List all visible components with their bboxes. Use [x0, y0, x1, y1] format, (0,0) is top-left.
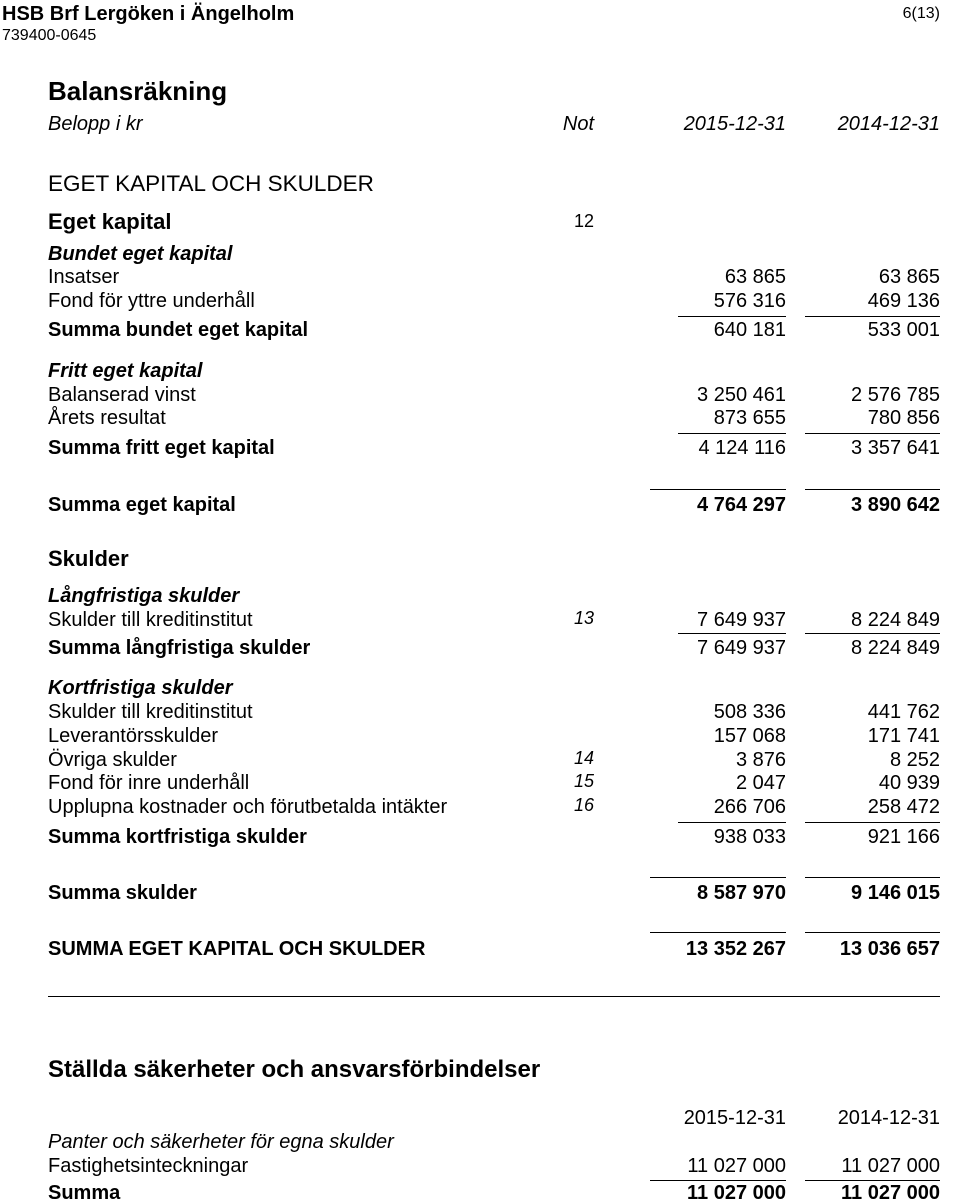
pledged-column-year2: 2014-12-31	[837, 1107, 940, 1129]
row-summa-skulder	[0, 881, 960, 905]
value-year2: 11 027 000	[841, 1155, 940, 1177]
row-label: Summa kortfristiga skulder	[48, 826, 307, 848]
subtotal-rule-year2	[805, 316, 940, 317]
section-divider	[48, 996, 940, 997]
row-pledged-summa	[0, 1183, 960, 1203]
subtotal-rule-year1	[678, 822, 786, 823]
subtotal-rule-year2	[805, 822, 940, 823]
total-rule-year1	[650, 489, 786, 490]
org-name: HSB Brf Lergöken i Ängelholm	[2, 3, 295, 25]
row-summa-kortfristiga-skulder	[0, 825, 960, 849]
row-fond-for-inre-underhall	[0, 771, 960, 795]
value-year1: 4 764 297	[697, 494, 786, 516]
row-label: Fastighetsinteckningar	[48, 1155, 249, 1177]
value-year1: 7 649 937	[697, 637, 786, 659]
grand-total-rule-year1	[650, 932, 786, 933]
section-heading: EGET KAPITAL OCH SKULDER	[48, 171, 374, 196]
value-year1: 3 250 461	[697, 384, 786, 406]
short-term-heading: Kortfristiga skulder	[48, 677, 233, 699]
column-header-row	[0, 112, 960, 136]
row-label: Summa	[48, 1182, 121, 1203]
section-heading-row	[0, 170, 960, 197]
row-label: SUMMA EGET KAPITAL OCH SKULDER	[48, 938, 426, 960]
column-header-year2: 2014-12-31	[837, 113, 940, 135]
value-year1: 508 336	[713, 701, 786, 723]
pledged-heading-row	[0, 1130, 960, 1154]
row-label: Balanserad vinst	[48, 384, 196, 406]
long-term-heading-row	[0, 584, 960, 608]
value-year2: 3 357 641	[851, 437, 940, 459]
row-note: 15	[573, 771, 594, 791]
total-rule-year1	[650, 877, 786, 878]
row-label: Leverantörsskulder	[48, 725, 219, 747]
pledged-rule-year2	[805, 1180, 940, 1181]
value-year1: 4 124 116	[698, 437, 786, 459]
value-year1: 2 047	[735, 772, 786, 794]
row-label: Insatser	[48, 266, 120, 288]
column-header-note: Not	[562, 113, 594, 135]
subtotal-rule-year2	[805, 433, 940, 434]
page-title: Balansräkning	[48, 76, 228, 106]
value-year1: 7 649 937	[697, 609, 786, 631]
value-year2: 2 576 785	[851, 384, 940, 406]
value-year1: 11 027 000	[687, 1155, 786, 1177]
row-summa-langfristiga-skulder	[0, 636, 960, 660]
total-rule-year2	[805, 877, 940, 878]
row-note: 14	[573, 748, 594, 768]
value-year1: 576 316	[713, 290, 786, 312]
row-label: Skulder till kreditinstitut	[48, 701, 253, 723]
total-rule-year2	[805, 489, 940, 490]
subtotal-rule-year2	[805, 633, 940, 634]
row-label: Upplupna kostnader och förutbetalda intäkter	[48, 796, 448, 818]
restricted-equity-heading: Bundet eget kapital	[48, 243, 233, 265]
row-fastighetsinteckningar	[0, 1154, 960, 1178]
value-year2: 3 890 642	[851, 494, 940, 516]
row-summa-fritt-eget-kapital	[0, 436, 960, 460]
row-summa-bundet-eget-kapital	[0, 318, 960, 342]
value-year2: 9 146 015	[851, 882, 940, 904]
row-upplupna-kostnader	[0, 795, 960, 819]
equity-heading-row	[0, 208, 960, 235]
row-label: Summa eget kapital	[48, 494, 236, 516]
unrestricted-equity-heading-row	[0, 359, 960, 383]
value-year2: 63 865	[878, 266, 940, 288]
value-year2: 921 166	[867, 826, 940, 848]
value-year1: 8 587 970	[697, 882, 786, 904]
page-number: 6(13)	[902, 5, 940, 22]
row-arets-resultat	[0, 406, 960, 430]
subtotal-rule-year1	[678, 633, 786, 634]
value-year1: 11 027 000	[687, 1182, 786, 1203]
value-year2: 171 741	[867, 725, 940, 747]
column-header-amount: Belopp i kr	[48, 113, 143, 135]
row-label: Summa skulder	[48, 882, 197, 904]
value-year2: 780 856	[867, 407, 940, 429]
value-year2: 8 252	[889, 749, 940, 771]
value-year2: 441 762	[867, 701, 940, 723]
pledged-column-year1: 2015-12-31	[683, 1107, 786, 1129]
pledged-heading: Panter och säkerheter för egna skulder	[48, 1131, 394, 1153]
row-fond-for-yttre-underhall	[0, 289, 960, 313]
row-label: Övriga skulder	[48, 749, 177, 771]
subtotal-rule-year1	[678, 316, 786, 317]
row-skulder-till-kreditinstitut-short	[0, 700, 960, 724]
row-label: Summa långfristiga skulder	[48, 637, 311, 659]
liabilities-heading-row	[0, 545, 960, 572]
row-label: Fond för inre underhåll	[48, 772, 250, 794]
row-label: Årets resultat	[48, 407, 166, 429]
row-balanserad-vinst	[0, 383, 960, 407]
row-label: Fond för yttre underhåll	[48, 290, 255, 312]
value-year1: 3 876	[735, 749, 786, 771]
value-year1: 266 706	[713, 796, 786, 818]
row-ovriga-skulder	[0, 748, 960, 772]
restricted-equity-heading-row	[0, 242, 960, 266]
row-label: Summa bundet eget kapital	[48, 319, 309, 341]
value-year2: 469 136	[867, 290, 940, 312]
row-leverantorsskulder	[0, 724, 960, 748]
value-year1: 13 352 267	[685, 938, 786, 960]
long-term-heading: Långfristiga skulder	[48, 585, 240, 607]
value-year1: 873 655	[713, 407, 786, 429]
value-year2: 13 036 657	[839, 938, 940, 960]
org-number: 739400-0645	[2, 27, 97, 44]
equity-heading: Eget kapital	[48, 209, 172, 234]
row-summa-eget-kapital	[0, 493, 960, 517]
value-year2: 258 472	[867, 796, 940, 818]
subtotal-rule-year1	[678, 433, 786, 434]
liabilities-heading: Skulder	[48, 546, 129, 571]
value-year2: 8 224 849	[851, 609, 940, 631]
row-summa-eget-kapital-och-skulder	[0, 937, 960, 961]
short-term-heading-row	[0, 676, 960, 700]
row-label: Summa fritt eget kapital	[48, 437, 275, 459]
row-insatser	[0, 265, 960, 289]
row-skulder-till-kreditinstitut-long	[0, 608, 960, 632]
pledged-rule-year1	[650, 1180, 786, 1181]
value-year1: 938 033	[713, 826, 786, 848]
column-header-year1: 2015-12-31	[683, 113, 786, 135]
equity-note: 12	[573, 211, 594, 231]
value-year2: 533 001	[867, 319, 940, 341]
row-note: 16	[573, 795, 594, 815]
value-year1: 63 865	[724, 266, 786, 288]
value-year2: 11 027 000	[841, 1182, 940, 1203]
value-year1: 640 181	[713, 319, 786, 341]
pledged-title: Ställda säkerheter och ansvarsförbindelser	[48, 1056, 541, 1083]
value-year1: 157 068	[713, 725, 786, 747]
row-label: Skulder till kreditinstitut	[48, 609, 253, 631]
value-year2: 40 939	[878, 772, 940, 794]
grand-total-rule-year2	[805, 932, 940, 933]
value-year2: 8 224 849	[851, 637, 940, 659]
pledged-column-header-row	[0, 1106, 960, 1130]
unrestricted-equity-heading: Fritt eget kapital	[48, 360, 203, 382]
row-note: 13	[573, 608, 594, 628]
